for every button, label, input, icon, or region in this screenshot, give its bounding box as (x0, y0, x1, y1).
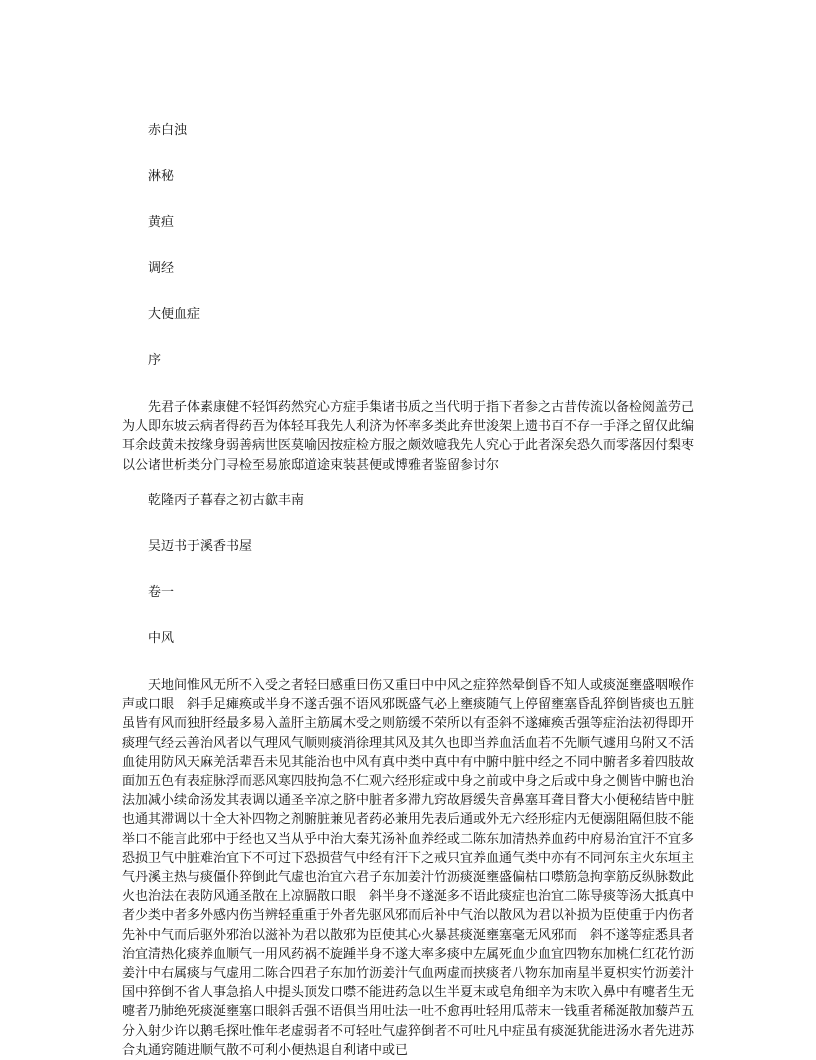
preface-body: 先君子体素康健不轻饵药然究心方症手集诸书质之当代明于指下者参之古昔传流以备检阅盖劳己为人即东坡云病者得药吾为体轻耳我先人利济为怀率多类此弃世浚架上遗书百不存一手泽之留仅此编耳余歧黄未按缘身弱善病世医莫喻因按症检方服之颇效噫我先人究心于此者深矣恐久而零落因付梨枣以公诸世析类分门寻检至易旅邸道途束装甚便或博雅者鉴留参讨尔 (122, 400, 695, 473)
section-body: 天地间惟风无所不入受之者轻曰感重曰伤又重曰中中风之症猝然晕倒昏不知人或痰涎壅盛咽喉作声或口眼 斜手足瘫痪或半身不遂舌强不语风邪既盛气必上壅痰随气上停留壅塞昏乱猝倒皆痰也五脏虽皆有风而独肝经最多易入盖肝主筋属木受之则筋缓不荣所以有歪斜不遂瘫痪舌强等症治法初得即开痰理气经云善治风者以气理风气顺则痰消徐理其风及其久也即当养血活血若不先顺气遽用乌附又不活血徒用防风天麻羌活辈吾未见其能治也中风有真中类中真中有中腑中脏中经之不同中腑者多着四肢故面加五色有表症脉浮而恶风寒四肢拘急不仁观六经形症或中身之前或中身之后或中身之侧皆中腑也治法加减小续命汤发其表调以通圣辛凉之脐中脏者多滞九窍故唇缓失音鼻塞耳聋目瞀大小便秘结皆中脏也通其滞调以十全大补四物之剂腑脏兼见者药必兼用先表后通或外无六经形症内无便溺阻隔但肢不能举口不能言此邪中于经也又当从乎中治大秦艽汤补血养经或二陈东加清热养血药中府易治宜汗不宜多恐损卫气中脏难治宜下不可过下恐损营气中经有汗下之戒只宜养血通气类中亦有不同河东主火东垣主气丹溪主热与痰僵仆猝倒此气虚也治宜六君子东加姜汁竹沥痰涎壅盛偏枯口噤筋急拘挛筋反纵脉数此火也治法在表防风通圣散在上凉膈散口眼 斜半身不遂涎多不语此痰症也治宜二陈导痰等汤大抵真中者少类中者多外感内伤当辨轻重重于外者先驱风邪而后补中气治以散风为君以补损为臣使重于内伤者先补中气而后驱外邪治以滋补为君以散邪为臣使其心火暴甚痰涎壅塞毫无风邪而 斜不遂等症悉具者治宜清热化痰养血顺气一用风药祸不旋踵半身不遂大率多痰中左属死血少血宜四物东加桃仁红花竹沥姜汁中右属痰与气虚用二陈合四君子东加竹沥姜汁气血两虚而挟痰者八物东加南星半夏枳实竹沥姜汁国中猝倒不省人事急掐人中提头顶发口噤不能进药急以生半夏末或皂角细辛为末吹入鼻中有嚏者生无嚏者乃肺绝死痰涎壅塞口眼斜舌强不语俱当用吐法一吐不愈再吐轻用瓜蒂末一钱重者稀涎散加藜芦五分入射少许以鹅毛探吐惟年老虚弱者不可轻吐气虚猝倒者不可吐凡中症虽有痰涎犹能进汤水者先进苏合丸通窍随进顺气散不可利小便热退自利诸中或已 (122, 678, 695, 1058)
volume-title: 卷一 (148, 585, 175, 600)
toc-item-chibaizhuo: 赤白浊 (148, 123, 188, 138)
toc-item-linmi: 淋秘 (148, 169, 175, 184)
preface-date: 乾隆丙子暮春之初古歙丰南 (148, 493, 305, 508)
section-title: 中风 (148, 631, 175, 646)
toc-item-dabianxuezheng: 大便血症 (148, 307, 201, 322)
toc-item-tiaojing: 调经 (148, 261, 175, 276)
preface-author: 吴迈书于溪香书屋 (148, 539, 253, 554)
preface-heading: 序 (148, 353, 162, 368)
toc-item-huangdan: 黄疸 (148, 215, 175, 230)
